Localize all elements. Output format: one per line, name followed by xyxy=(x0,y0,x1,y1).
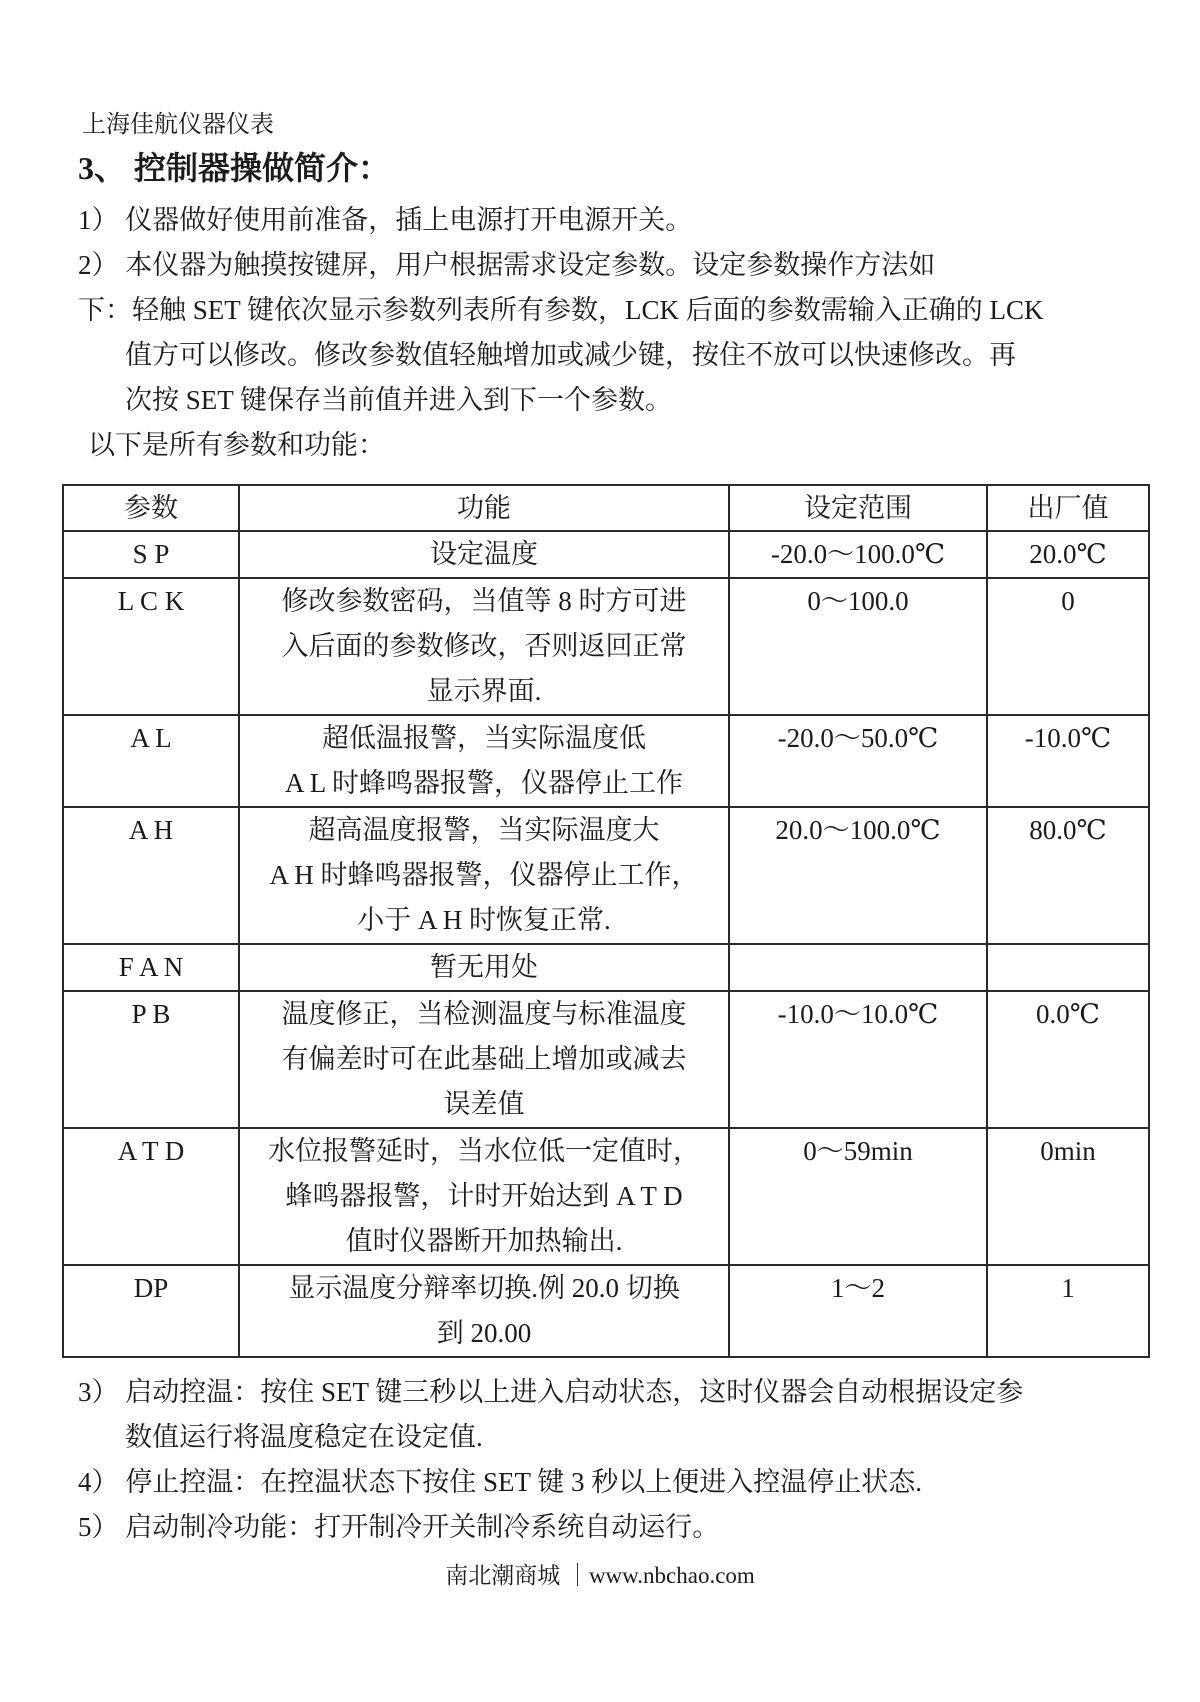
param-name: A L xyxy=(63,715,239,807)
param-factory-value: 20.0℃ xyxy=(987,531,1149,578)
param-function: 设定温度 xyxy=(239,531,729,578)
intro-paragraph xyxy=(62,198,1150,468)
param-name: A H xyxy=(63,807,239,944)
page-footer xyxy=(0,1560,1200,1592)
param-function: 水位报警延时，当水位低一定值时， 蜂鸣器报警，计时开始达到 A T D 值时仪器断开加热输出. xyxy=(239,1128,729,1265)
param-range: -20.0～50.0℃ xyxy=(729,715,987,807)
col-header-function: 功能 xyxy=(239,485,729,531)
param-name: A T D xyxy=(63,1128,239,1265)
param-range: 0～100.0 xyxy=(729,578,987,715)
closing-line-1: 3） 启动控温：按住 SET 键三秒以上进入启动状态，这时仪器会自动根据设定参 xyxy=(78,1377,1024,1407)
table-row xyxy=(63,807,1149,944)
param-function: 超低温报警，当实际温度低 A L 时蜂鸣器报警，仪器停止工作 xyxy=(239,715,729,807)
closing-line-2: 数值运行将温度稳定在设定值. xyxy=(125,1422,483,1452)
table-row xyxy=(63,715,1149,807)
param-range: 20.0～100.0℃ xyxy=(729,807,987,944)
param-factory-value: 80.0℃ xyxy=(987,807,1149,944)
param-name: L C K xyxy=(63,578,239,715)
table-row xyxy=(63,1128,1149,1265)
table-row xyxy=(63,578,1149,715)
param-function: 超高温度报警，当实际温度大 A H 时蜂鸣器报警，仪器停止工作， 小于 A H 时恢复正常. xyxy=(239,807,729,944)
param-range: -10.0～10.0℃ xyxy=(729,991,987,1128)
parameter-table xyxy=(62,484,1150,1358)
param-factory-value: 0.0℃ xyxy=(987,991,1149,1128)
param-function: 温度修正，当检测温度与标准温度 有偏差时可在此基础上增加或减去 误差值 xyxy=(239,991,729,1128)
param-factory-value: 0 xyxy=(987,578,1149,715)
table-header-row xyxy=(63,485,1149,531)
param-range xyxy=(729,944,987,991)
param-name: S P xyxy=(63,531,239,578)
param-factory-value: 1 xyxy=(987,1265,1149,1357)
param-function: 修改参数密码，当值等 8 时方可进 入后面的参数修改，否则返回正常 显示界面. xyxy=(239,578,729,715)
intro-line-2: 2） 本仪器为触摸按键屏，用户根据需求设定参数。设定参数操作方法如 xyxy=(78,250,936,280)
footer-text: 南北潮商城 ｜www.nbchao.com xyxy=(445,1563,755,1588)
table-row xyxy=(63,1265,1149,1357)
param-range: -20.0～100.0℃ xyxy=(729,531,987,578)
intro-line-6: 以下是所有参数和功能： xyxy=(88,430,385,460)
intro-line-3: 下：轻触 SET 键依次显示参数列表所有参数，LCK 后面的参数需输入正确的 LCK xyxy=(78,295,1044,325)
intro-line-1: 1） 仪器做好使用前准备，插上电源打开电源开关。 xyxy=(78,205,693,235)
param-factory-value: -10.0℃ xyxy=(987,715,1149,807)
table-row xyxy=(63,944,1149,991)
param-factory-value: 0min xyxy=(987,1128,1149,1265)
table-row xyxy=(63,991,1149,1128)
closing-line-4: 5） 启动制冷功能：打开制冷开关制冷系统自动运行。 xyxy=(78,1512,720,1542)
param-name: F A N xyxy=(63,944,239,991)
param-function: 显示温度分辩率切换.例 20.0 切换 到 20.00 xyxy=(239,1265,729,1357)
col-header-range: 设定范围 xyxy=(729,485,987,531)
param-function: 暂无用处 xyxy=(239,944,729,991)
col-header-param: 参数 xyxy=(63,485,239,531)
param-factory-value xyxy=(987,944,1149,991)
closing-line-3: 4） 停止控温：在控温状态下按住 SET 键 3 秒以上便进入控温停止状态. xyxy=(78,1467,923,1497)
col-header-factory: 出厂值 xyxy=(987,485,1149,531)
intro-line-4: 值方可以修改。修改参数值轻触增加或减少键，按住不放可以快速修改。再 xyxy=(125,340,1016,370)
company-header: 上海佳航仪器仪表 xyxy=(82,112,274,138)
section-title: 3、 控制器操做简介： xyxy=(78,150,391,186)
param-range: 0～59min xyxy=(729,1128,987,1265)
param-range: 1～2 xyxy=(729,1265,987,1357)
closing-paragraph xyxy=(62,1370,1150,1550)
table-row xyxy=(63,531,1149,578)
intro-line-5: 次按 SET 键保存当前值并进入到下一个参数。 xyxy=(125,385,673,415)
param-name: DP xyxy=(63,1265,239,1357)
param-name: P B xyxy=(63,991,239,1128)
